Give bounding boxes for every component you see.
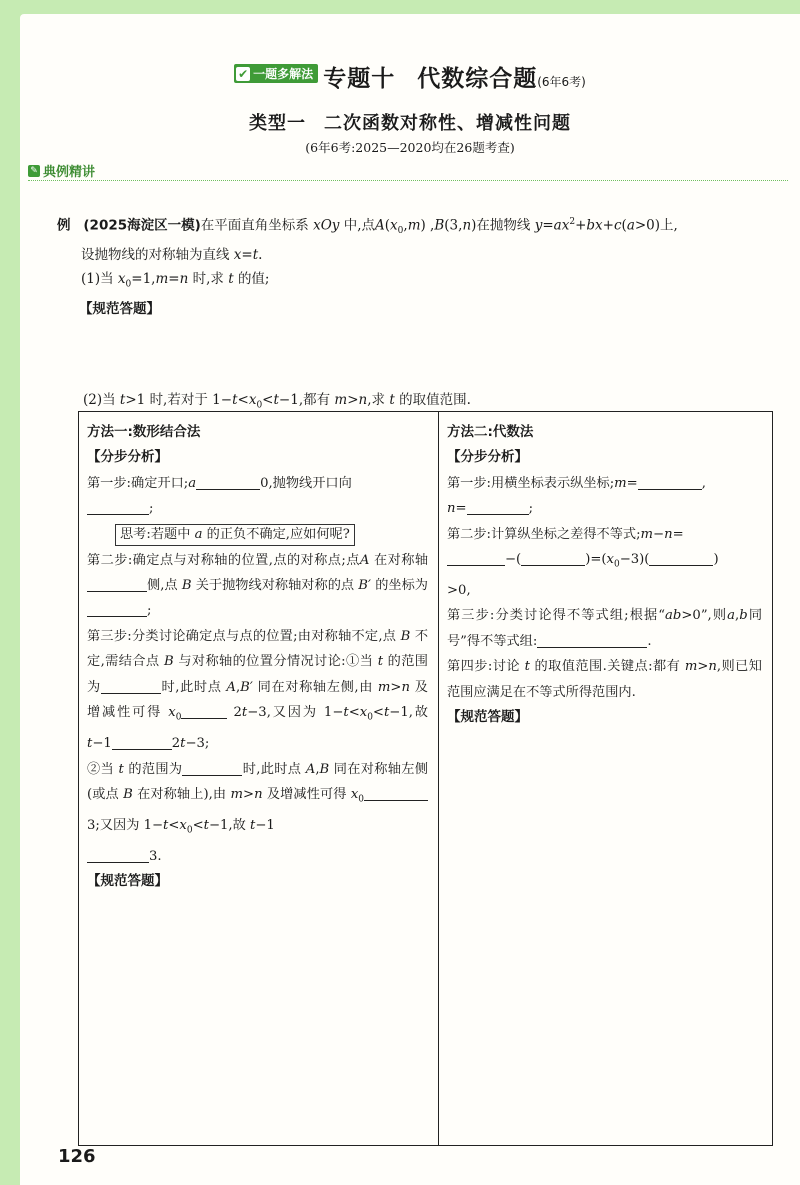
example-stem: 例 (2025海淀区一模)在平面直角坐标系 xOy 中,点$A(x_0,m)$ ,B(3,n)在抛物线 $y=ax^2+bx+c(a>0)$上, [57,217,678,237]
pencil-icon: ✎ [28,165,40,177]
topic-exam-count: (6年6考) [537,75,586,89]
blank[interactable] [101,679,161,694]
page [20,14,800,1185]
blank[interactable] [182,761,242,776]
blank[interactable] [112,735,172,750]
method-two-title: 方法二:代数法 [447,424,534,440]
method-one-analysis: 【分步分析】 [87,449,168,466]
blank[interactable] [87,500,149,515]
answer-label-q1: 【规范答题】 [79,300,160,317]
question-2: (2)当 t>1 时,若对于 $1-t<x_0<t-1$,都有 m>n,求 t 的取值范围. [83,392,471,411]
blank[interactable] [447,551,505,566]
method-two-column: 方法二:代数法 【分步分析】 第一步:用横坐标表示纵坐标;m= , n= ; 第二步:计算纵坐标之差得不等式;m−n= −( )$=(x_0-3)$( ) >0, 第三步:分类讨论得不等式组;根据“ab>0”,则a,b同号”得不等式组: . 第四步:讨论 t 的取值范围.关键点:都有 m>n,则已知范围应满足在不等式所得范围内. 【规范答题】 [439,412,772,1145]
type-heading [20,109,800,135]
dotted-divider [28,180,788,181]
topic-title [323,66,586,92]
example-label: 例 [57,217,71,234]
example-source: (2025海淀区一模) [83,217,201,234]
think-box: 思考:若题中 a 的正负不确定,应如何呢? [115,524,355,546]
blank[interactable] [181,704,227,719]
section-tag [28,161,95,180]
topic-number: 专题十 [323,66,396,92]
blank[interactable] [87,602,147,617]
blank[interactable] [638,475,702,490]
type-number: 类型一 [249,113,306,134]
blank[interactable] [521,551,585,566]
page-number: 126 [58,1146,96,1167]
section-tag-label: 典例精讲 [43,165,96,180]
question-1: (1)当 $x_0=1,m=n$ 时,求 t 的值; [81,271,270,290]
blank[interactable] [87,577,147,592]
blank[interactable] [649,551,713,566]
blank[interactable] [87,848,149,863]
method-one-title: 方法一:数形结合法 [87,424,201,440]
method-two-answer-label: 【规范答题】 [447,709,528,726]
method-two-analysis: 【分步分析】 [447,449,528,466]
blank[interactable] [364,786,428,801]
method-badge [234,64,318,83]
check-icon: ✔ [238,66,249,81]
topic-header [20,60,800,93]
solution-table [78,411,773,1146]
topic-name: 代数综合题 [417,66,538,92]
blank[interactable] [537,633,647,648]
type-note: (6年6考:2025—2020均在26题考查) [305,140,515,155]
blank[interactable] [196,475,260,490]
example-problem: 例 (2025海淀区一模)在平面直角坐标系 xOy 中,点$A(x_0,m)$ ,B(3,n)在抛物线 $y=ax^2+bx+c(a>0)$上, 设抛物线的对称轴为直线 x=t. (1)当 $x_0=1,m=n$ 时,求 t 的值; 【规范答题】 [57,210,797,321]
method-one-column: 方法一:数形结合法 【分步分析】 第一步:确定开口;a 0,抛物线开口向 ; 思考:若题中 a 的正负不确定,应如何呢? 第二步:确定点与对称轴的位置,点的对称点;点A 在对称轴侧,点 B 关于抛物线对称轴对称的点 B′ 的坐标为; 第三步:分类讨论确定点与点的位置;由对称轴不定,点 B 不定,需结合点 B 与对称轴的位置分情况讨论:①当 t 的范围为 时,此时点 A,B′ 同在对称轴左侧,由 m>n 及增减性可得 $x_0$ 2t−3,又因为 $1-t<x_0<t-1$,故 t−1 2t−3; ②当 t 的范围为 时,此时点 A,B 同在对称轴左侧(或点 B 在对称轴上),由 m>n 及增减性可得 $x_03$;又因为 $1-t<x_0<t-1$,故 t−1 3. 【规范答题】 [79,412,439,1145]
type-name: 二次函数对称性、增减性问题 [324,113,571,134]
method-one-answer-label: 【规范答题】 [87,873,168,890]
blank[interactable] [467,500,529,515]
badge-label: 一题多解法 [253,67,314,81]
